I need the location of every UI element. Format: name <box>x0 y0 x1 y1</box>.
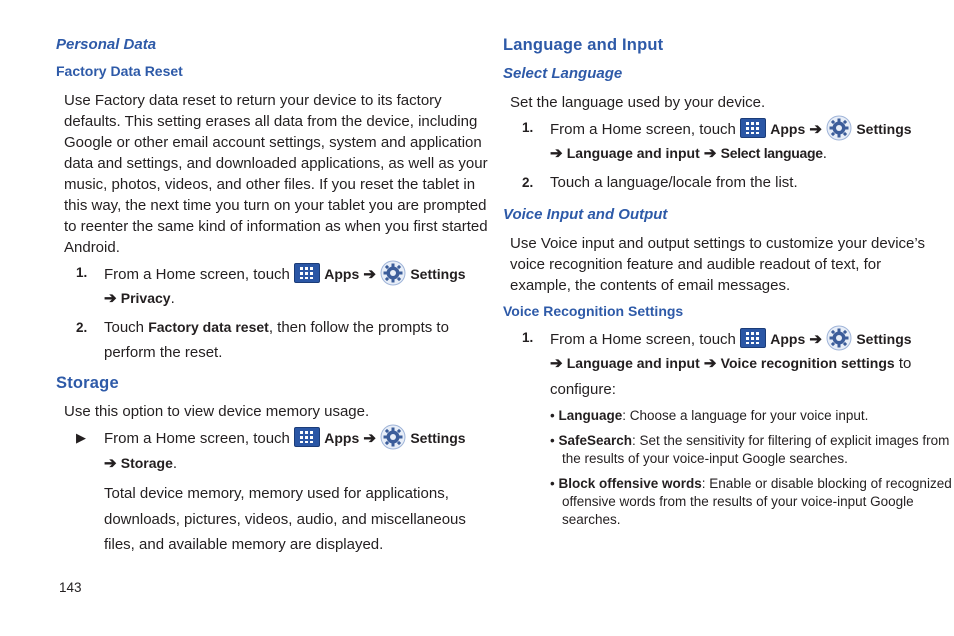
settings-gear-icon <box>380 424 406 450</box>
step-text: Touch <box>104 319 145 336</box>
settings-label: Settings <box>856 120 912 137</box>
step-text: From a Home screen, touch <box>550 330 736 348</box>
bullet-dot-icon: • <box>550 408 555 423</box>
bullet-dot-icon: • <box>550 433 555 448</box>
language-and-input-label: Language and input <box>566 145 700 161</box>
triangle-bullet-icon: ▶ <box>76 430 86 445</box>
settings-label: Settings <box>410 429 466 446</box>
bullet-text: offensive words from the results of your voice-input Google <box>562 494 914 509</box>
bullet-item-block-offensive-words <box>550 475 952 529</box>
arrow-icon: ➔ <box>104 290 117 307</box>
bullet-dot-icon: • <box>550 476 555 491</box>
step-text: , then follow the prompts to <box>268 319 449 336</box>
subsection-title-select-language: Select Language <box>503 65 623 82</box>
step-1-line-1 <box>104 262 466 288</box>
voice-recognition-step-line-2 <box>550 353 911 374</box>
voice-recognition-step-line-3: configure: <box>550 381 616 398</box>
arrow-icon: ➔ <box>104 455 117 472</box>
arrow-icon: ➔ <box>809 330 822 348</box>
select-language-label: Select language <box>720 145 823 161</box>
paragraph-line: downloads, pictures, videos, audio, and miscellaneous <box>104 510 466 528</box>
bullet-bold-label: Language <box>558 408 623 423</box>
arrow-icon: ➔ <box>703 145 717 162</box>
subsection-title-voice-input-output: Voice Input and Output <box>503 206 668 223</box>
select-language-intro: Set the language used by your device. <box>510 94 766 111</box>
bullet-bold-label: Block offensive words <box>558 476 702 491</box>
bullet-text: the results of your voice-input Google searches. <box>562 451 848 466</box>
apps-icon <box>740 118 766 138</box>
apps-icon <box>294 263 320 283</box>
select-language-step-1-line-2 <box>550 143 827 164</box>
step-1-line-2 <box>104 288 175 309</box>
storage-step-line-2 <box>104 453 177 474</box>
step-text: From a Home screen, touch <box>550 120 736 138</box>
settings-gear-icon <box>826 325 852 351</box>
subsection-title-voice-recognition-settings: Voice Recognition Settings <box>503 303 684 319</box>
language-and-input-label: Language and input <box>566 355 700 371</box>
section-title-personal-data: Personal Data <box>56 36 157 53</box>
settings-gear-icon <box>380 260 406 286</box>
apps-icon <box>294 427 320 447</box>
step-text: to <box>898 355 912 372</box>
privacy-label: Privacy <box>120 290 171 306</box>
bullet-item-language <box>550 407 868 425</box>
paragraph-line: files, and available memory are displayed. <box>104 536 384 553</box>
step-text: From a Home screen, touch <box>104 429 290 447</box>
paragraph-line: data and settings, and downloaded applications, as well as your <box>64 155 488 172</box>
bullet-bold-label: SafeSearch <box>558 433 633 448</box>
select-language-step-1-line-1 <box>550 117 912 143</box>
settings-label: Settings <box>856 330 912 347</box>
arrow-icon: ➔ <box>809 120 822 138</box>
settings-label: Settings <box>410 265 466 282</box>
step-number: 1. <box>76 265 88 280</box>
step-2-line-1 <box>104 317 449 338</box>
paragraph-line: Google or other email account settings, system and application <box>64 134 482 151</box>
arrow-icon: ➔ <box>363 265 376 283</box>
voice-recognition-step-line-1 <box>550 327 912 353</box>
step-2-line-2: perform the reset. <box>104 344 223 361</box>
paragraph-line: voice recognition feature and audible readout of text, for <box>510 256 882 273</box>
bullet-text: : Choose a language for your voice input. <box>622 408 869 423</box>
storage-label: Storage <box>120 455 173 471</box>
arrow-icon: ➔ <box>550 355 563 372</box>
subsection-title-factory-data-reset: Factory Data Reset <box>56 63 183 79</box>
select-language-step-2: Touch a language/locale from the list. <box>550 174 798 191</box>
section-title-language-and-input: Language and Input <box>503 36 664 54</box>
apps-label: Apps <box>324 429 360 446</box>
apps-label: Apps <box>770 330 806 347</box>
bullet-text: : Set the sensitivity for filtering of explicit images from <box>632 433 950 448</box>
period: . <box>172 455 178 472</box>
section-title-storage: Storage <box>56 374 119 392</box>
paragraph-line: Use Voice input and output settings to customize your device’s <box>510 235 925 252</box>
factory-data-reset-label: Factory data reset <box>148 319 269 335</box>
bullet-text: searches. <box>562 512 621 527</box>
paragraph-line: Android. <box>64 239 120 256</box>
paragraph-line: this way, the next time you turn on your tablet you are prompted <box>64 197 487 214</box>
voice-paragraph <box>510 233 925 296</box>
bullet-text: : Enable or disable blocking of recognized <box>701 476 952 491</box>
step-number: 2. <box>76 320 88 335</box>
settings-gear-icon <box>826 115 852 141</box>
storage-description <box>104 481 466 558</box>
paragraph-line: music, photos, videos, and other files. If you reset the tablet in <box>64 176 476 193</box>
period: . <box>822 145 827 162</box>
factory-reset-paragraph <box>64 90 488 258</box>
apps-icon <box>740 328 766 348</box>
paragraph-line: Total device memory, memory used for applications, <box>104 485 449 502</box>
arrow-icon: ➔ <box>703 355 717 372</box>
storage-step-line-1 <box>104 426 466 452</box>
bullet-item-safesearch <box>550 432 949 468</box>
step-number: 2. <box>522 175 534 190</box>
voice-recognition-settings-label: Voice recognition settings <box>720 355 895 371</box>
arrow-icon: ➔ <box>363 429 376 447</box>
paragraph-line: example, the contents of email messages. <box>510 277 791 294</box>
apps-label: Apps <box>324 265 360 282</box>
paragraph-line: to reenter the same kind of information as when you first started <box>64 218 488 235</box>
arrow-icon: ➔ <box>550 145 563 162</box>
step-number: 1. <box>522 120 534 135</box>
apps-label: Apps <box>770 120 806 137</box>
paragraph-line: defaults. This setting erases all data from the device, including <box>64 113 478 130</box>
page-number: 143 <box>59 580 82 595</box>
period: . <box>170 290 175 307</box>
paragraph-line: Use Factory data reset to return your device to its factory <box>64 92 442 109</box>
storage-intro: Use this option to view device memory usage. <box>64 403 370 420</box>
step-number: 1. <box>522 330 534 345</box>
step-text: From a Home screen, touch <box>104 265 290 283</box>
